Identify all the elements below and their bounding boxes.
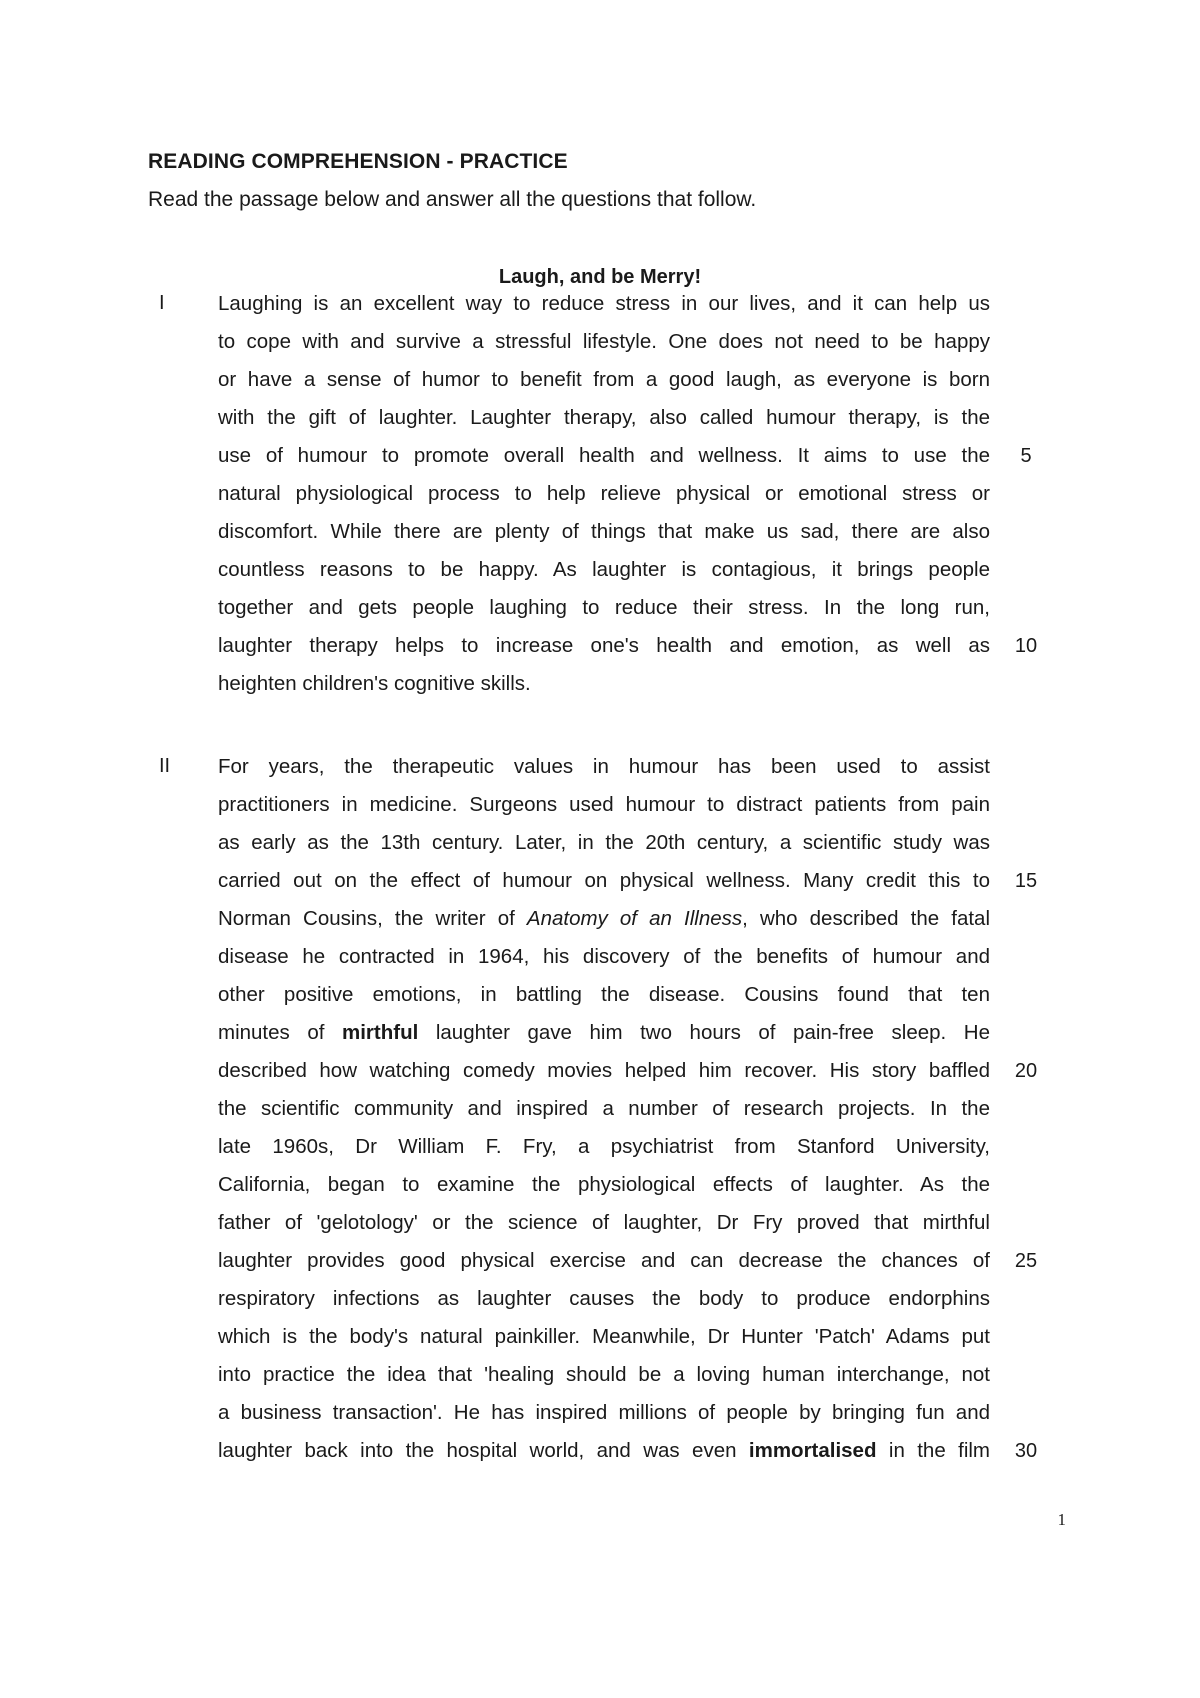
passage-line: California, began to examine the physiological effects of laughter. As the <box>218 1173 990 1196</box>
passage-line: as early as the 13th century. Later, in the 20th century, a scientific study was <box>218 831 990 854</box>
passage-line: into practice the idea that 'healing should be a loving human interchange, not <box>218 1363 990 1386</box>
passage-line <box>218 1021 990 1045</box>
passage-line: heighten children's cognitive skills. <box>218 672 531 695</box>
passage-line: carried out on the effect of humour on physical wellness. Many credit this to <box>218 869 990 892</box>
passage-line: with the gift of laughter. Laughter therapy, also called humour therapy, is the <box>218 406 990 429</box>
vocab-word-mirthful: mirthful <box>342 1021 419 1044</box>
line-number: 15 <box>1014 870 1038 892</box>
passage-line: practitioners in medicine. Surgeons used humour to distract patients from pain <box>218 793 990 816</box>
passage-line: laughter therapy helps to increase one's health and emotion, as well as <box>218 634 990 657</box>
paragraph-label: I <box>159 292 165 314</box>
instruction-text: Read the passage below and answer all the questions that follow. <box>148 188 757 211</box>
passage-line: For years, the therapeutic values in humour has been used to assist <box>218 755 990 778</box>
line-text: , who described the fatal <box>742 907 990 930</box>
paragraph-label: II <box>159 755 171 777</box>
passage-line: which is the body's natural painkiller. Meanwhile, Dr Hunter 'Patch' Adams put <box>218 1325 990 1348</box>
line-text: laughter gave him two hours of pain-free sleep. He <box>418 1021 990 1044</box>
page-heading: READING COMPREHENSION - PRACTICE <box>148 150 568 173</box>
passage-line: discomfort. While there are plenty of things that make us sad, there are also <box>218 520 990 543</box>
passage-line: use of humour to promote overall health and wellness. It aims to use the <box>218 444 990 467</box>
passage-line: together and gets people laughing to reduce their stress. In the long run, <box>218 596 990 619</box>
vocab-word-immortalised: immortalised <box>748 1439 877 1462</box>
passage-line: described how watching comedy movies helped him recover. His story baffled <box>218 1059 990 1082</box>
passage-line: late 1960s, Dr William F. Fry, a psychiatrist from Stanford University, <box>218 1135 990 1158</box>
page-number: 1 <box>1057 1510 1066 1529</box>
passage-line: a business transaction'. He has inspired millions of people by bringing fun and <box>218 1401 990 1424</box>
passage-line: laughter provides good physical exercise and can decrease the chances of <box>218 1249 990 1272</box>
passage-line: or have a sense of humor to benefit from a good laugh, as everyone is born <box>218 368 990 391</box>
passage-line: Laughing is an excellent way to reduce stress in our lives, and it can help us <box>218 292 990 315</box>
passage-line: the scientific community and inspired a number of research projects. In the <box>218 1097 990 1120</box>
passage-line: father of 'gelotology' or the science of laughter, Dr Fry proved that mirthful <box>218 1211 990 1234</box>
line-number: 20 <box>1014 1060 1038 1082</box>
passage-line: other positive emotions, in battling the disease. Cousins found that ten <box>218 983 990 1006</box>
line-number: 5 <box>1020 445 1032 467</box>
line-text: in the film <box>876 1439 990 1462</box>
book-title: Anatomy of an Illness <box>526 907 743 930</box>
line-text: laughter back into the hospital world, and was even <box>218 1439 749 1462</box>
passage-line: to cope with and survive a stressful lifestyle. One does not need to be happy <box>218 330 990 353</box>
line-number: 30 <box>1014 1440 1038 1462</box>
passage-line <box>218 1439 990 1463</box>
passage-line: countless reasons to be happy. As laughter is contagious, it brings people <box>218 558 990 581</box>
passage-title: Laugh, and be Merry! <box>498 266 702 288</box>
line-number: 10 <box>1014 635 1038 657</box>
line-text: Norman Cousins, the writer of <box>218 907 527 930</box>
passage-line <box>218 907 990 931</box>
passage-line: natural physiological process to help relieve physical or emotional stress or <box>218 482 990 505</box>
line-number: 25 <box>1014 1250 1038 1272</box>
line-text: minutes of <box>218 1021 342 1044</box>
passage-line: respiratory infections as laughter causes the body to produce endorphins <box>218 1287 990 1310</box>
passage-line: disease he contracted in 1964, his discovery of the benefits of humour and <box>218 945 990 968</box>
